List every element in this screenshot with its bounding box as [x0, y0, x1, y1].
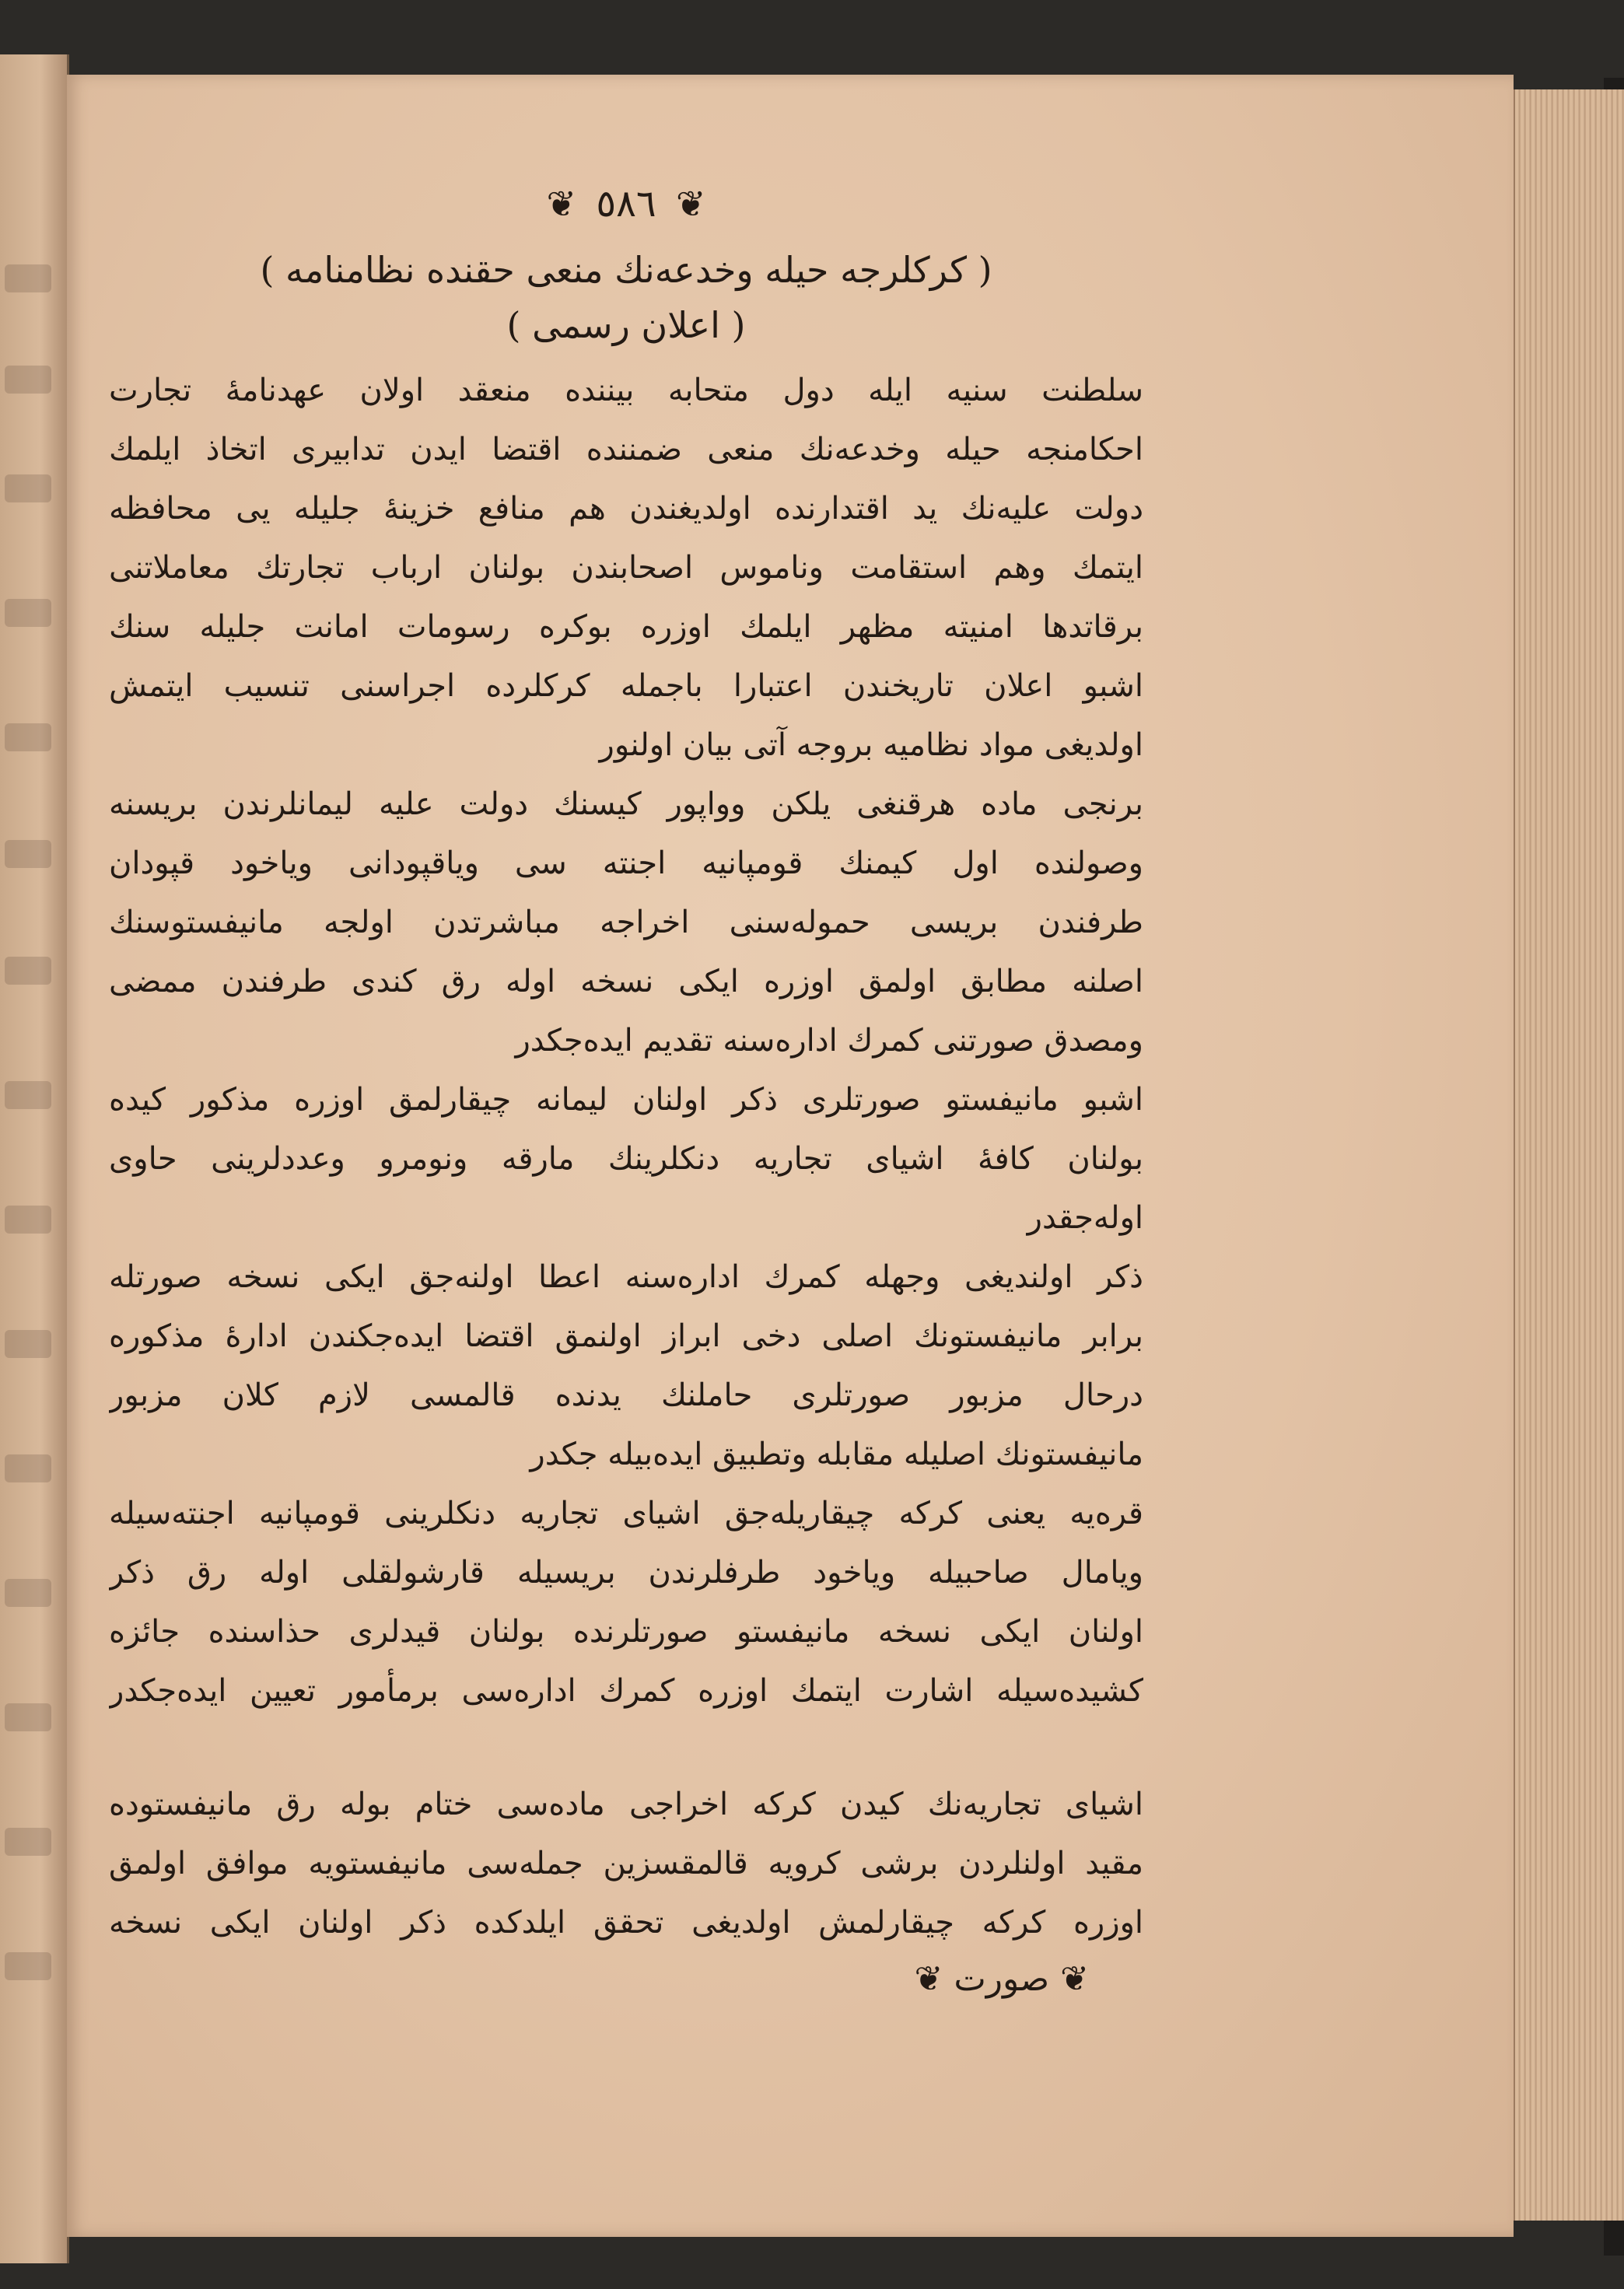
text-line: مانيفستونك اصليله مقابله وتطبيق ايده‌بيله جكدر [530, 1437, 1143, 1472]
text-line: ومصدق صورتنى كمرك اداره‌سنه تقديم ايده‌جكدر [515, 1023, 1143, 1059]
text-line: كشيده‌سيله اشارت ايتمك اوزره كمرك اداره‌سى برمأمور تعيين ايده‌جكدر [109, 1673, 1143, 1709]
paragraph-1 [109, 361, 1143, 775]
text-line: احكامنجه حيله وخدعه‌نك منعى ضمننده اقتضا ايدن تدابيرى اتخاذ ايلمك [109, 432, 1143, 467]
text-line: سلطنت سنيه ايله دول متحابه بيننده منعقد اولان عهدنامهٔ تجارت [109, 373, 1143, 408]
text-line: اشياى تجاريه‌نك كيدن كركه اخراجى ماده‌سى ختام بوله رق مانيفستوده [109, 1787, 1143, 1822]
text-line: برابر مانيفستونك اصلى دخى ابراز اولنمق اقتضا ايده‌جكندن ادارهٔ مذكوره [109, 1318, 1143, 1354]
text-line: ايتمك وهم استقامت وناموس اصحابندن بولنان ارباب تجارتك معاملاتنى [109, 550, 1143, 586]
text-line: مقيد اولنلردن برشى كرويه قالمقسزين جمله‌سى مانيفستويه موافق اولمق [109, 1846, 1143, 1881]
text-line: دولت عليه‌نك يد اقتدارنده اولديغندن هم منافع خزينهٔ جليله يى محافظه [109, 491, 1143, 527]
text-line: برنجى ماده هرقنغى يلكن وواپور كيسنك دولت عليه ليمانلرندن بريسنه [109, 786, 1143, 822]
page-number-header [109, 179, 1143, 229]
page-number: ٥٨٦ [596, 182, 656, 226]
text-line: قره‌يه يعنى كركه چيقاريله‌جق اشياى تجاريه دنكلرينى قومپانيه اجنته‌سيله [109, 1496, 1143, 1531]
text-line: اوزره كركه چيقارلمش اولديغى تحقق ايلدكده ذكر اولنان ايكى نسخه [109, 1905, 1143, 1941]
ornament-icon: ❦ [1060, 1959, 1089, 1999]
paragraph-2 [109, 775, 1143, 1070]
text-line: وصولنده اول كيمنك قومپانيه اجنته سى وياقپودانى وياخود قپودان [109, 845, 1143, 881]
text-line: درحال مزبور صورتلرى حاملنك يدنده قالمسى لازم كلان مزبور [109, 1377, 1143, 1413]
ornament-icon: ❦ [675, 183, 706, 225]
paragraph-5 [109, 1484, 1143, 1720]
paragraph-6 [109, 1775, 1143, 1952]
text-line: ويامال صاحبيله وياخود طرفلرندن بريسيله قارشولقلى اوله رق ذكر [109, 1555, 1143, 1591]
facing-page-edge [0, 54, 69, 2263]
page-block-edges [1514, 89, 1624, 2221]
paragraph-4 [109, 1248, 1143, 1484]
text-line: اولديغى مواد نظاميه بروجه آتى بيان اولنور [599, 727, 1143, 763]
catchword-text: صورت [954, 1959, 1050, 1999]
paragraph-gap [109, 1720, 1143, 1775]
text-line: طرفندن بريسى حموله‌سنى اخراجه مباشرتدن اولجه مانيفستوسنك [109, 905, 1143, 940]
text-line: اوله‌جقدر [1027, 1200, 1143, 1236]
paragraph-3 [109, 1070, 1143, 1248]
document-title: ( كركلرجه حيله وخدعه‌نك منعى حقنده نظامنامه ) [260, 249, 992, 291]
ornament-icon: ❦ [914, 1959, 943, 1999]
text-line: ذكر اولنديغى وجهله كمرك اداره‌سنه اعطا اولنه‌جق ايكى نسخه صورتله [109, 1259, 1143, 1295]
text-line: اصلنه مطابق اولمق اوزره ايكى نسخه اوله رق كندى طرفندن ممضى [109, 964, 1143, 999]
text-line: برقاتدها امنيته مظهر ايلمك اوزره بوكره رسومات امانت جليله سنك [109, 609, 1143, 645]
text-line: اشبو مانيفستو صورتلرى ذكر اولنان ليمانه چيقارلمق اوزره مذكور كيده [109, 1082, 1143, 1118]
page-text [109, 179, 1143, 2007]
catchword [109, 1952, 1143, 2007]
document-subtitle: ( اعلان رسمى ) [506, 304, 746, 346]
text-line: اشبو اعلان تاريخندن اعتبارا باجمله كركلرده اجراسنى تنسيب ايتمش [109, 668, 1143, 704]
ornament-icon: ❦ [546, 183, 577, 225]
text-line: بولنان كافهٔ اشياى تجاريه دنكلرينك مارقه ونومرو وعددلرينى حاوى [109, 1141, 1143, 1177]
text-line: اولنان ايكى نسخه مانيفستو صورتلرنده بولنان قيدلرى حذاسنده جائزه [109, 1614, 1143, 1650]
